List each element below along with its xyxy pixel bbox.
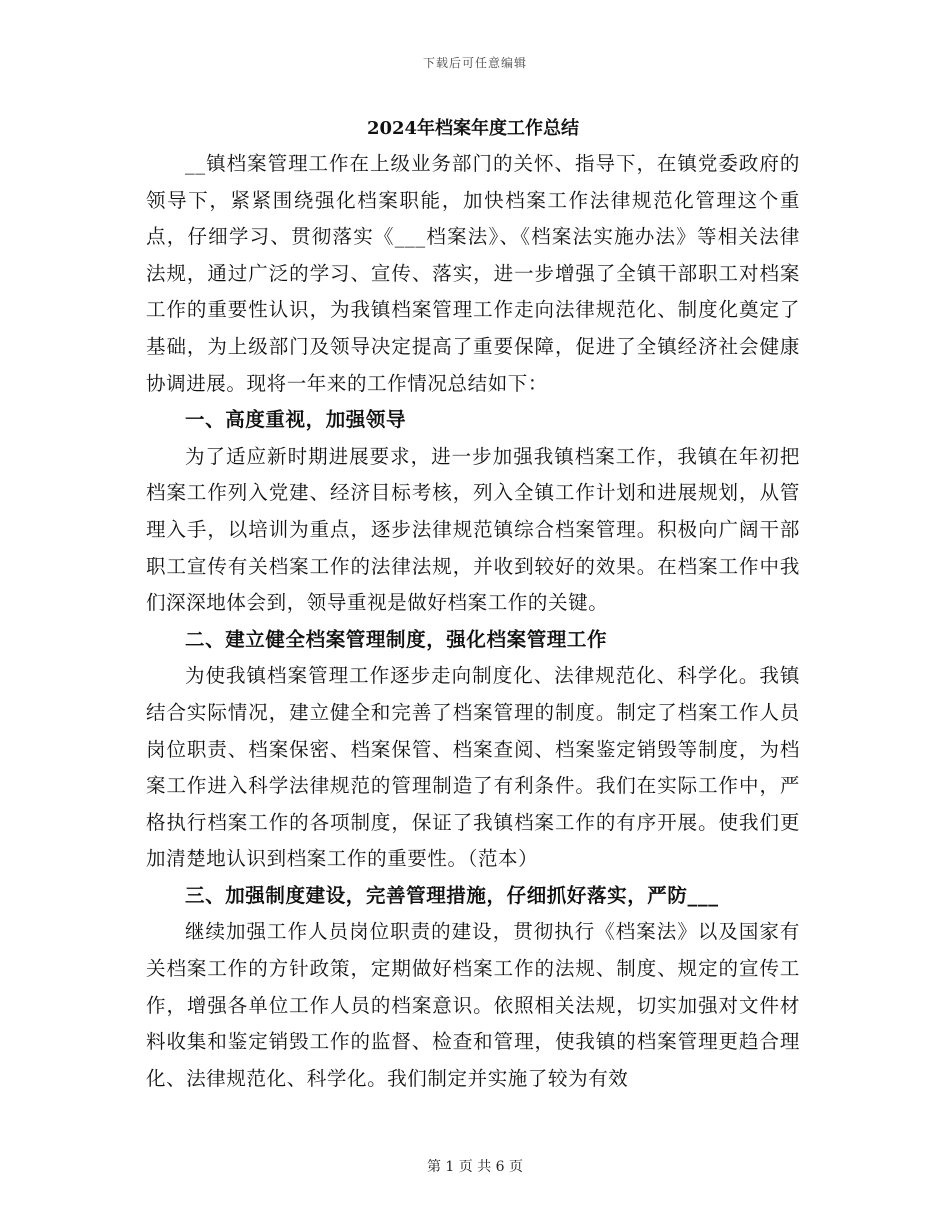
document-title: 2024年档案年度工作总结	[366, 118, 580, 139]
section-body-3: 继续加强工作人员岗位职责的建设，贯彻执行《档案法》以及国家有关档案工作的方针政策，定期做好档案工作的法规、制度、规定的宣传工作，增强各单位工作人员的档案意识。依照相关法规，切实加强对文件材料收集和鉴定销毁工作的监督、检查和管理，使我镇的档案管理更趋合理化、法律规范化、科学化。我们制定并实施了较为有效	[146, 920, 800, 1090]
header-note: 下载后可任意编辑	[422, 56, 527, 70]
section-heading-3: 三、加强制度建设，完善管理措施，仔细抓好落实，严防___	[185, 883, 719, 907]
section-heading-1: 一、高度重视，加强领导	[185, 408, 407, 432]
section-body-2: 为使我镇档案管理工作逐步走向制度化、法律规范化、科学化。我镇结合实际情况，建立健全和完善了档案管理的制度。制定了档案工作人员岗位职责、档案保密、档案保管、档案查阅、档案鉴定销毁等制度，为档案工作进入科学法律规范的管理制造了有利条件。我们在实际工作中，严格执行档案工作的各项制度，保证了我镇档案工作的有序开展。使我们更加清楚地认识到档案工作的重要性。（范本）	[146, 664, 800, 871]
section-body-1: 为了适应新时期进展要求，进一步加强我镇档案工作，我镇在年初把档案工作列入党建、经济目标考核，列入全镇工作计划和进展规划，从管理入手，以培训为重点，逐步法律规范镇综合档案管理。积极向广阔干部职工宣传有关档案工作的法律法规，并收到较好的效果。在档案工作中我们深深地体会到，领导重视是做好档案工作的关键。	[146, 444, 800, 615]
page-number: 第 1 页 共 6 页	[426, 1159, 524, 1175]
intro-paragraph: __镇档案管理工作在上级业务部门的关怀、指导下，在镇党委政府的领导下，紧紧围绕强化档案职能，加快档案工作法律规范化管理这个重点，仔细学习、贯彻落实《___档案法》、《档案法实施办法》等相关法律法规，通过广泛的学习、宣传、落实，进一步增强了全镇干部职工对档案工作的重要性认识，为我镇档案管理工作走向法律规范化、制度化奠定了基础，为上级部门及领导决定提高了重要保障，促进了全镇经济社会健康协调进展。现将一年来的工作情况总结如下：	[146, 152, 800, 395]
section-heading-2: 二、建立健全档案管理制度，强化档案管理工作	[185, 627, 608, 651]
document-body	[146, 112, 800, 1097]
